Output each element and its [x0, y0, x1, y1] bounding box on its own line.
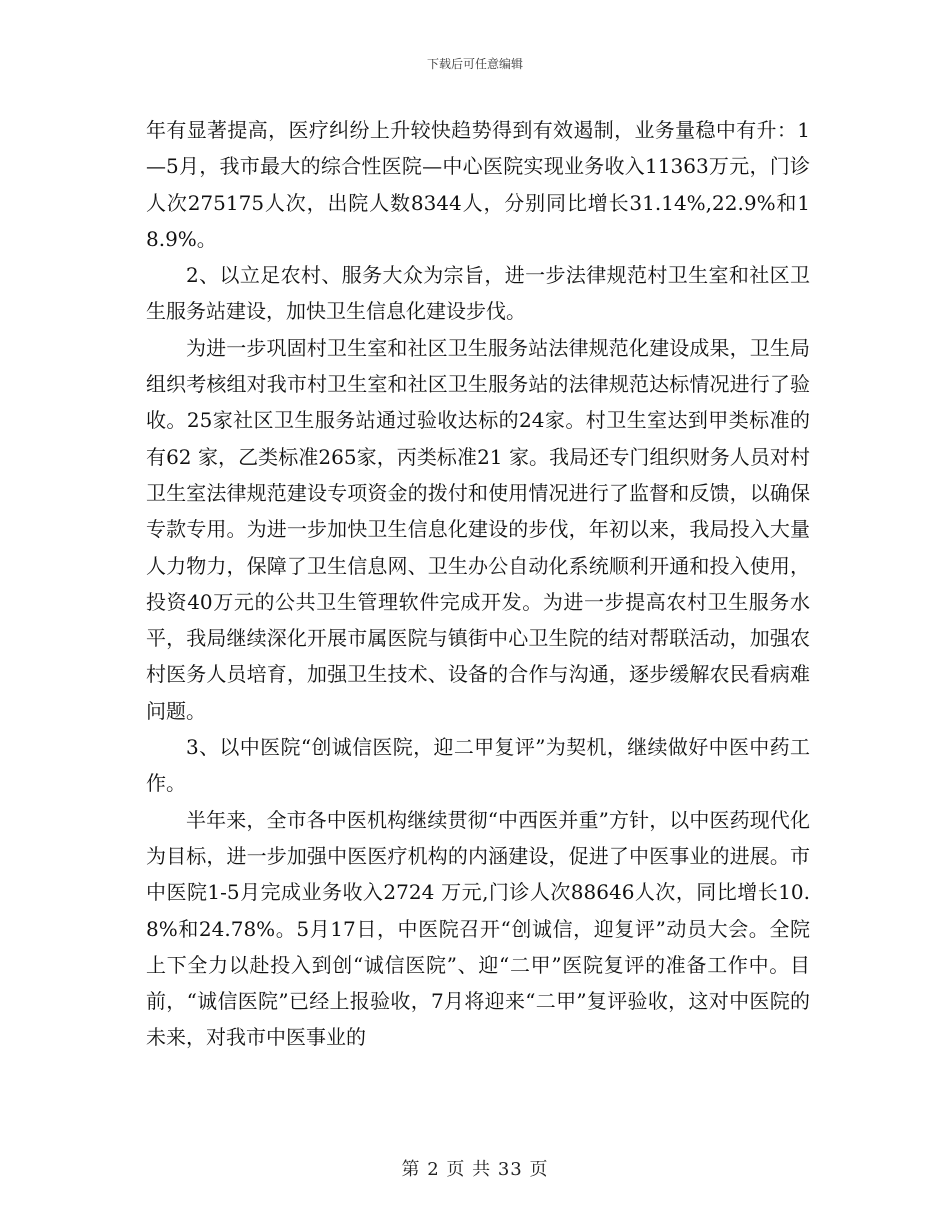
paragraph-section-3-body: 半年来，全市各中医机构继续贯彻“中西医并重”方针，以中医药现代化为目标，进一步加强中医医疗机构的内涵建设，促进了中医事业的进展。市中医院1-5月完成业务收入2724 万元,门诊人次88646人次，同比增长10.8%和24.78%。5月17日，中医院召开“创诚信，迎复评”动员大会。全院上下全力以赴投入到创“诚信医院”、迎“二甲”医院复评的准备工作中。目前，“诚信医院”已经上报验收，7月将迎来“二甲”复评验收，这对中医院的未来，对我市中医事业的 [146, 807, 810, 1050]
paragraph-section-2-body: 为进一步巩固村卫生室和社区卫生服务站法律规范化建设成果，卫生局组织考核组对我市村卫生室和社区卫生服务站的法律规范达标情况进行了验收。25家社区卫生服务站通过验收达标的24家。村卫生室达到甲类标准的有62 家，乙类标准265家，丙类标准21 家。我局还专门组织财务人员对村卫生室法律规范建设专项资金的拨付和使用情况进行了监督和反馈，以确保专款专用。为进一步加快卫生信息化建设的步伐，年初以来，我局投入大量人力物力，保障了卫生信息网、卫生办公自动化系统顺利开通和投入使用，投资40万元的公共卫生管理软件完成开发。为进一步提高农村卫生服务水平，我局继续深化开展市属医院与镇街中心卫生院的结对帮联活动，加强农村医务人员培育，加强卫生技术、设备的合作与沟通，逐步缓解农民看病难问题。 [146, 335, 810, 723]
paragraph-section-3-heading: 3、以中医院“创诚信医院，迎二甲复评”为契机，继续做好中医中药工作。 [146, 735, 810, 796]
page-number: 第 2 页 共 33 页 [401, 1159, 549, 1180]
download-edit-note: 下载后可任意编辑 [426, 57, 523, 71]
paragraph-section-2-heading: 2、以立足农村、服务大众为宗旨，进一步法律规范村卫生室和社区卫生服务站建设，加快卫生信息化建设步伐。 [146, 263, 810, 324]
document-body [146, 112, 810, 1056]
paragraph-continuation: 年有显著提高，医疗纠纷上升较快趋势得到有效遏制，业务量稳中有升：1—5月，我市最大的综合性医院—中心医院实现业务收入11363万元，门诊人次275175人次，出院人数8344人，分别同比增长31.14%,22.9%和18.9%。 [146, 118, 810, 251]
